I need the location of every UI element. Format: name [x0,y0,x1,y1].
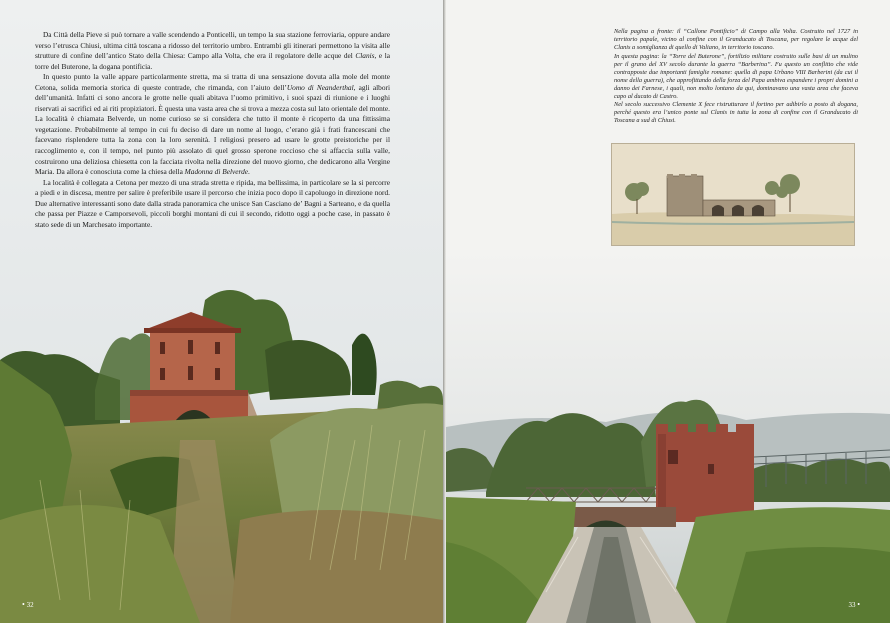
historical-drawing [611,143,855,246]
paragraph-3: La località è collegata a Cetona per mezzo di una strada stretta e ripida, ma bellissima, in particolare se la si percorre a piedi e in discesa, mentre per salire è preferibile usare il percorso che inizia poco dopo il capoluogo in direzione nord. Due alternative interessanti sono date dalla strada panoramica che unisce San Casciano de’ Bagni a Sarteano, e da quella che passa per Piazze e Camporsevoli, piccoli borghi montani di cui il secondo, ridotto oggi a poche case, in passato è stato sede di un Marchesato importante. [35,177,390,229]
captions [614,28,858,126]
caption-facing-page: Nella pagina a fronte: il “Callone Pontificio” di Campo alla Volta. Costruito nel 1727 in territorio papale, vicino al confine con il Granducato di Toscana, per regolare le acque del Clanis a somiglianza di quello di Valiano, in territorio toscano. [614,28,858,51]
page-number-left: • 32 [22,600,34,609]
torre-buterone-photo [446,252,890,623]
caption-this-page: In questa pagina: la “Torre del Buterone”, fortilizio militare costruito sulle basi di un mulino per il grano del XV secolo durante la guerra “Barberina”. Fu questo un conflitto che vide contrapposte due importanti famiglie romane: quella di papa Urbano VIII Barberini (da cui il nome della guerra), che approfittando della forza del Papa ambiva espandere i propri domini a danno dei Farnese, i quali, non molto lontano da qui, dominavano una vasta area che faceva capo al ducato di Castro. [614,53,858,101]
caption-continuation: Nel secolo successivo Clemente X fece ristrutturare il fortino per adibirlo a posto di dogana, perché questo era l’unico ponte sul Clanis in tutta la zona di confine con il Granducato di Toscana a sud di Chiusi. [614,100,858,124]
left-page [0,0,443,623]
paragraph-1: Da Città della Pieve si può tornare a valle scendendo a Ponticelli, un tempo la sua stazione ferroviaria, oppure andare verso l’etrusca Chiusi, ultima città toscana a ridosso del territorio umbro. Entrambi gli itinerari permettono la visita alle strutture di confine dell’antico Stato della Chiesa: Campo alla Volta, che era il regolatore delle acque del Clanis, e la torre del Buterone, la dogana pontificia. [35,30,390,71]
paragraph-2: In questo punto la valle appare particolarmente stretta, ma si tratta di una sensazione dovuta alla mole del monte Cetona, solida memoria storica di queste contrade, che rimanda, con l’aiuto dell’Uomo di Neanderthal, agli albori dell’umanità. Infatti ci sono ancora le grotte nelle quali abitava l’uomo primitivo, i suoi spazi di riunione e i luoghi riservati ai sacrifici ed ai riti propiziatori. È questa una vasta area che si trova a mezza costa sul lato orientale del monte. La località è chiamata Belverde, un nome curioso se si considera che tutto il monte è ricoperto da una fittissima vegetazione. Probabilmente al tempo in cui fu deciso di dare un nome al luogo, c’erano già i frati francescani che facevano risplendere tutta la zona con la loro serenità. I religiosi presero ad usare le grotte preistoriche per il raccoglimento e, con il tempo, nel punto più assolato di quel grosso sperone roccioso che si affaccia sulla valle, costruirono una deliziosa chiesetta con la facciata rivolta nella direzione del nuovo giorno, che dedicarono alla Vergine Maria. Da allora è conosciuta come la chiesa della Madonna di Belverde. [35,72,390,177]
right-page [446,0,890,623]
page-number-right: 33 • [848,600,860,609]
body-text [35,30,390,230]
